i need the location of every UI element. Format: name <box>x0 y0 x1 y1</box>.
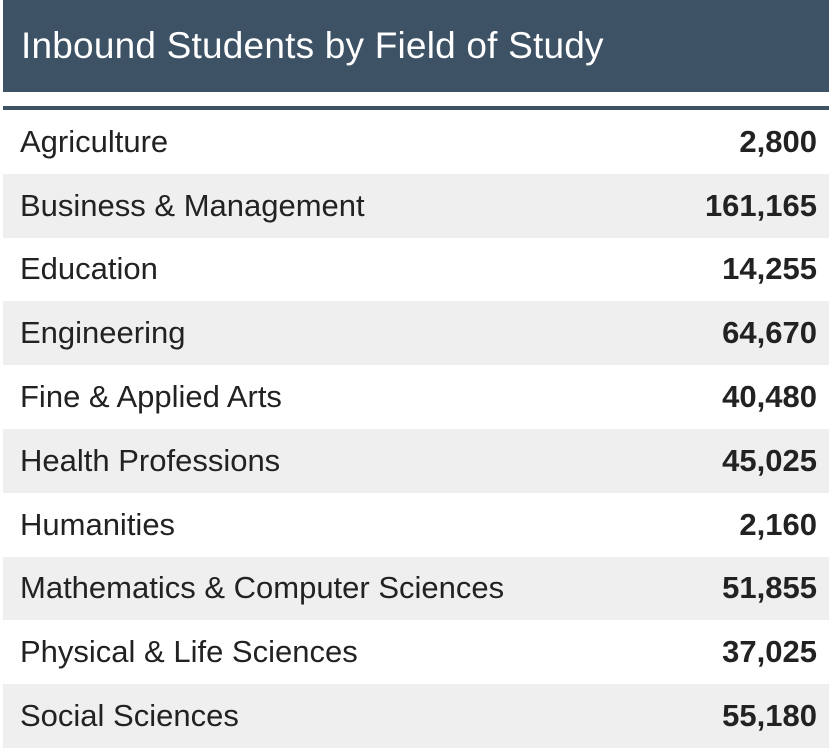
student-count: 45,025 <box>722 442 817 478</box>
table-row <box>3 620 829 684</box>
field-name: Health Professions <box>20 442 281 478</box>
field-name: Education <box>20 251 158 287</box>
field-name: Fine & Applied Arts <box>20 379 282 415</box>
table-body <box>3 110 829 748</box>
table-title: Inbound Students by Field of Study <box>21 25 604 66</box>
header-gap <box>3 92 829 106</box>
table-header <box>3 0 829 92</box>
student-count: 37,025 <box>722 634 817 670</box>
student-count: 2,160 <box>739 506 817 542</box>
field-name: Agriculture <box>20 123 169 159</box>
table-row <box>3 110 829 174</box>
field-name: Social Sciences <box>20 698 239 734</box>
student-count: 51,855 <box>722 570 817 606</box>
student-count: 40,480 <box>722 379 817 415</box>
field-name: Humanities <box>20 506 176 542</box>
student-count: 55,180 <box>722 698 817 734</box>
table-row <box>3 493 829 557</box>
table-row <box>3 301 829 365</box>
table-row <box>3 557 829 621</box>
field-name: Physical & Life Sciences <box>20 634 358 670</box>
student-count: 161,165 <box>704 187 817 223</box>
field-name: Mathematics & Computer Sciences <box>20 570 505 606</box>
student-count: 2,800 <box>739 123 817 159</box>
table-row <box>3 365 829 429</box>
table-row <box>3 684 829 748</box>
field-name: Business & Management <box>20 187 365 223</box>
table-row <box>3 174 829 238</box>
student-count: 64,670 <box>722 315 817 351</box>
field-name: Engineering <box>20 315 186 351</box>
student-count: 14,255 <box>722 251 817 287</box>
table-row <box>3 429 829 493</box>
field-of-study-table <box>3 0 829 748</box>
table-row <box>3 238 829 302</box>
